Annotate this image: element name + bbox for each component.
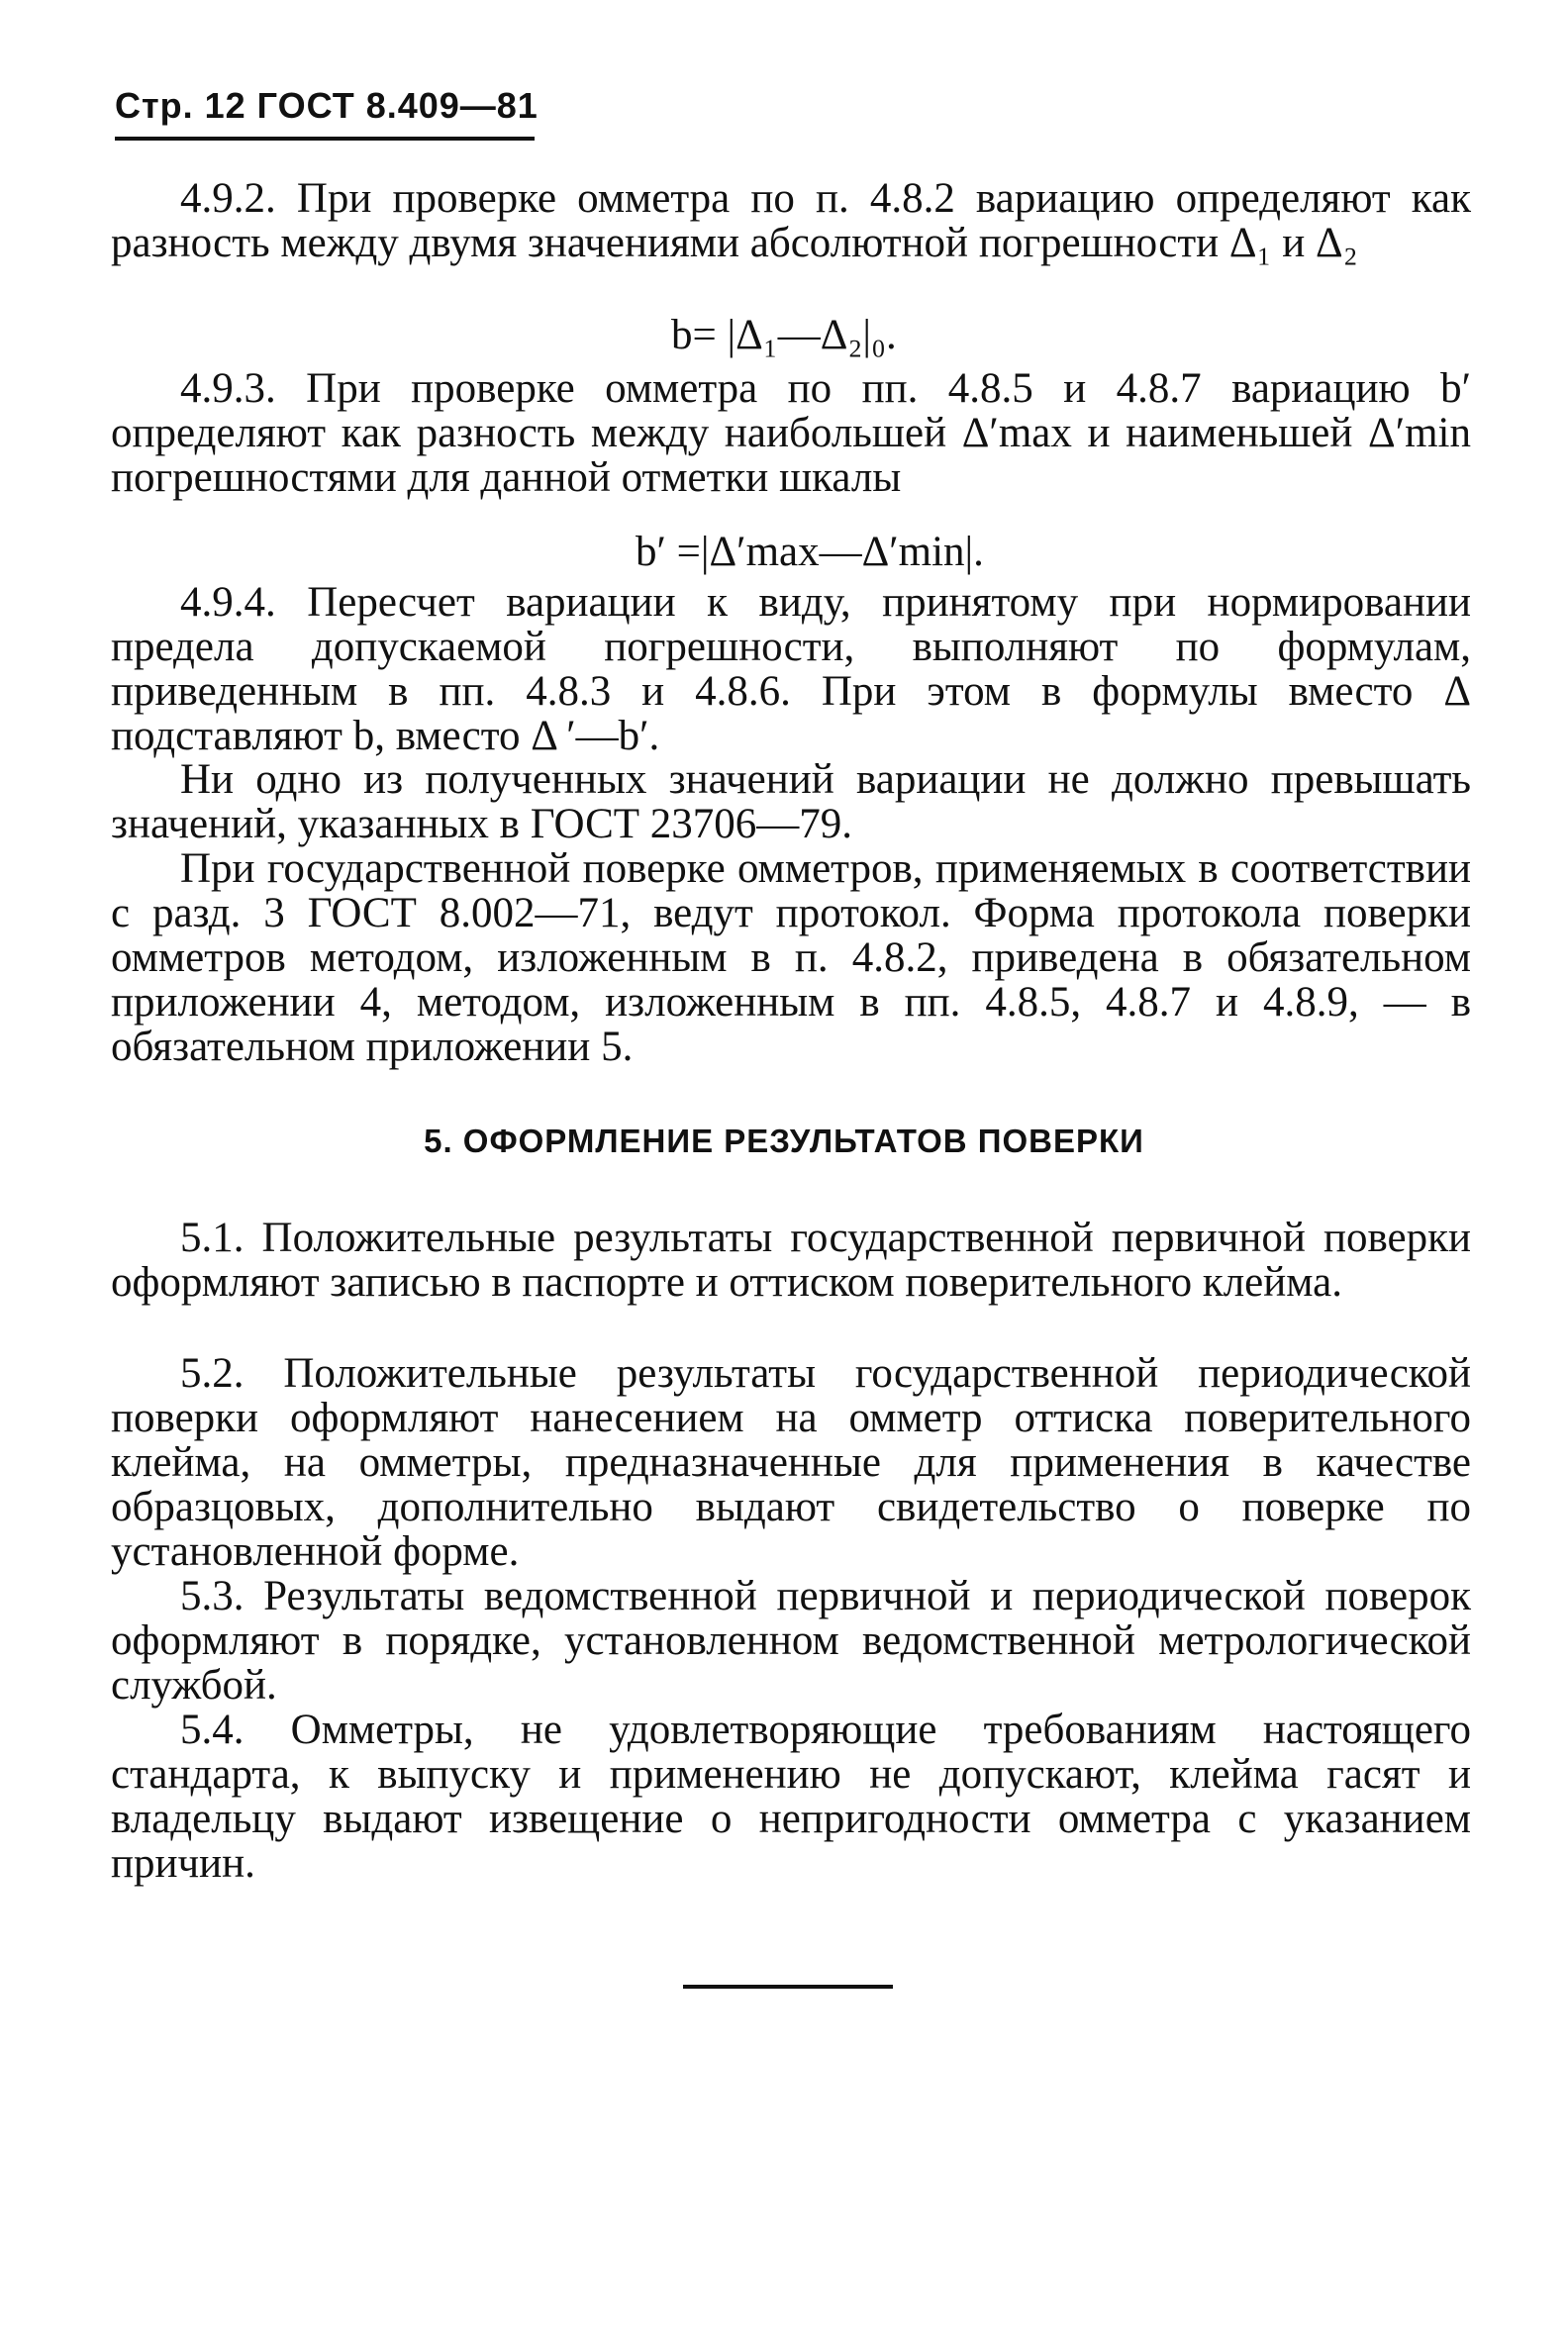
- end-of-section-rule: [683, 1985, 893, 1989]
- paragraph-4-9-4: 4.9.4. Пересчет вариации к виду, принятому при нормировании предела допускаемой погрешности, выполняют по формулам, приведенным в пп. 4.8.3 и 4.8.6. При этом в формулы вместо Δ подставляют b, вместо Δ ′—b′.: [111, 579, 1471, 759]
- formula-variation-b-prime: b′ =|Δ′max—Δ′min|.: [636, 529, 984, 575]
- paragraph-4-9-2: 4.9.2. При проверке омметра по п. 4.8.2 вариацию определяют как разность между двумя значениями абсолютной погрешности Δ₁ и Δ₂: [111, 175, 1471, 266]
- paragraph-4-9-3: 4.9.3. При проверке омметра по пп. 4.8.5 и 4.8.7 вариацию b′ определяют как разность между наибольшей Δ′max и наименьшей Δ′min погрешностями для данной отметки шкалы: [111, 365, 1471, 501]
- paragraph-5-4: 5.4. Омметры, не удовлетворяющие требованиям настоящего стандарта, к выпуску и применению не допускают, клейма гасят и владельцу выдают извещение о непригодности омметра с указанием причин.: [111, 1707, 1471, 1887]
- page-header: Стр. 12 ГОСТ 8.409—81: [115, 85, 539, 126]
- paragraph-5-3: 5.3. Результаты ведомственной первичной и периодической поверок оформляют в порядке, установленном ведомственной метрологической службой.: [111, 1573, 1471, 1709]
- formula-variation-b: b= |Δ₁—Δ₂|₀.: [671, 312, 897, 358]
- paragraph-variation-limit: Ни одно из полученных значений вариации не должно превышать значений, указанных в ГОСТ 23706—79.: [111, 756, 1471, 847]
- paragraph-5-2: 5.2. Положительные результаты государственной периодической поверки оформляют нанесением на омметр оттиска поверительного клейма, на омметры, предназначенные для применения в качестве образцовых, дополнительно выдают свидетельство о поверке по установленной форме.: [111, 1350, 1471, 1575]
- paragraph-state-verification: При государственной поверке омметров, применяемых в соответствии с разд. 3 ГОСТ 8.002—71, ведут протокол. Форма протокола поверки омметров методом, изложенным в п. 4.8.2, приведена в обязательном приложении 4, методом, изложенным в пп. 4.8.5, 4.8.7 и 4.8.9, — в обязательном приложении 5.: [111, 845, 1471, 1070]
- paragraph-5-1: 5.1. Положительные результаты государственной первичной поверки оформляют записью в паспорте и оттиском поверительного клейма.: [111, 1215, 1471, 1306]
- section-5-title: 5. ОФОРМЛЕНИЕ РЕЗУЛЬТАТОВ ПОВЕРКИ: [424, 1123, 1144, 1159]
- header-underline: [115, 137, 535, 141]
